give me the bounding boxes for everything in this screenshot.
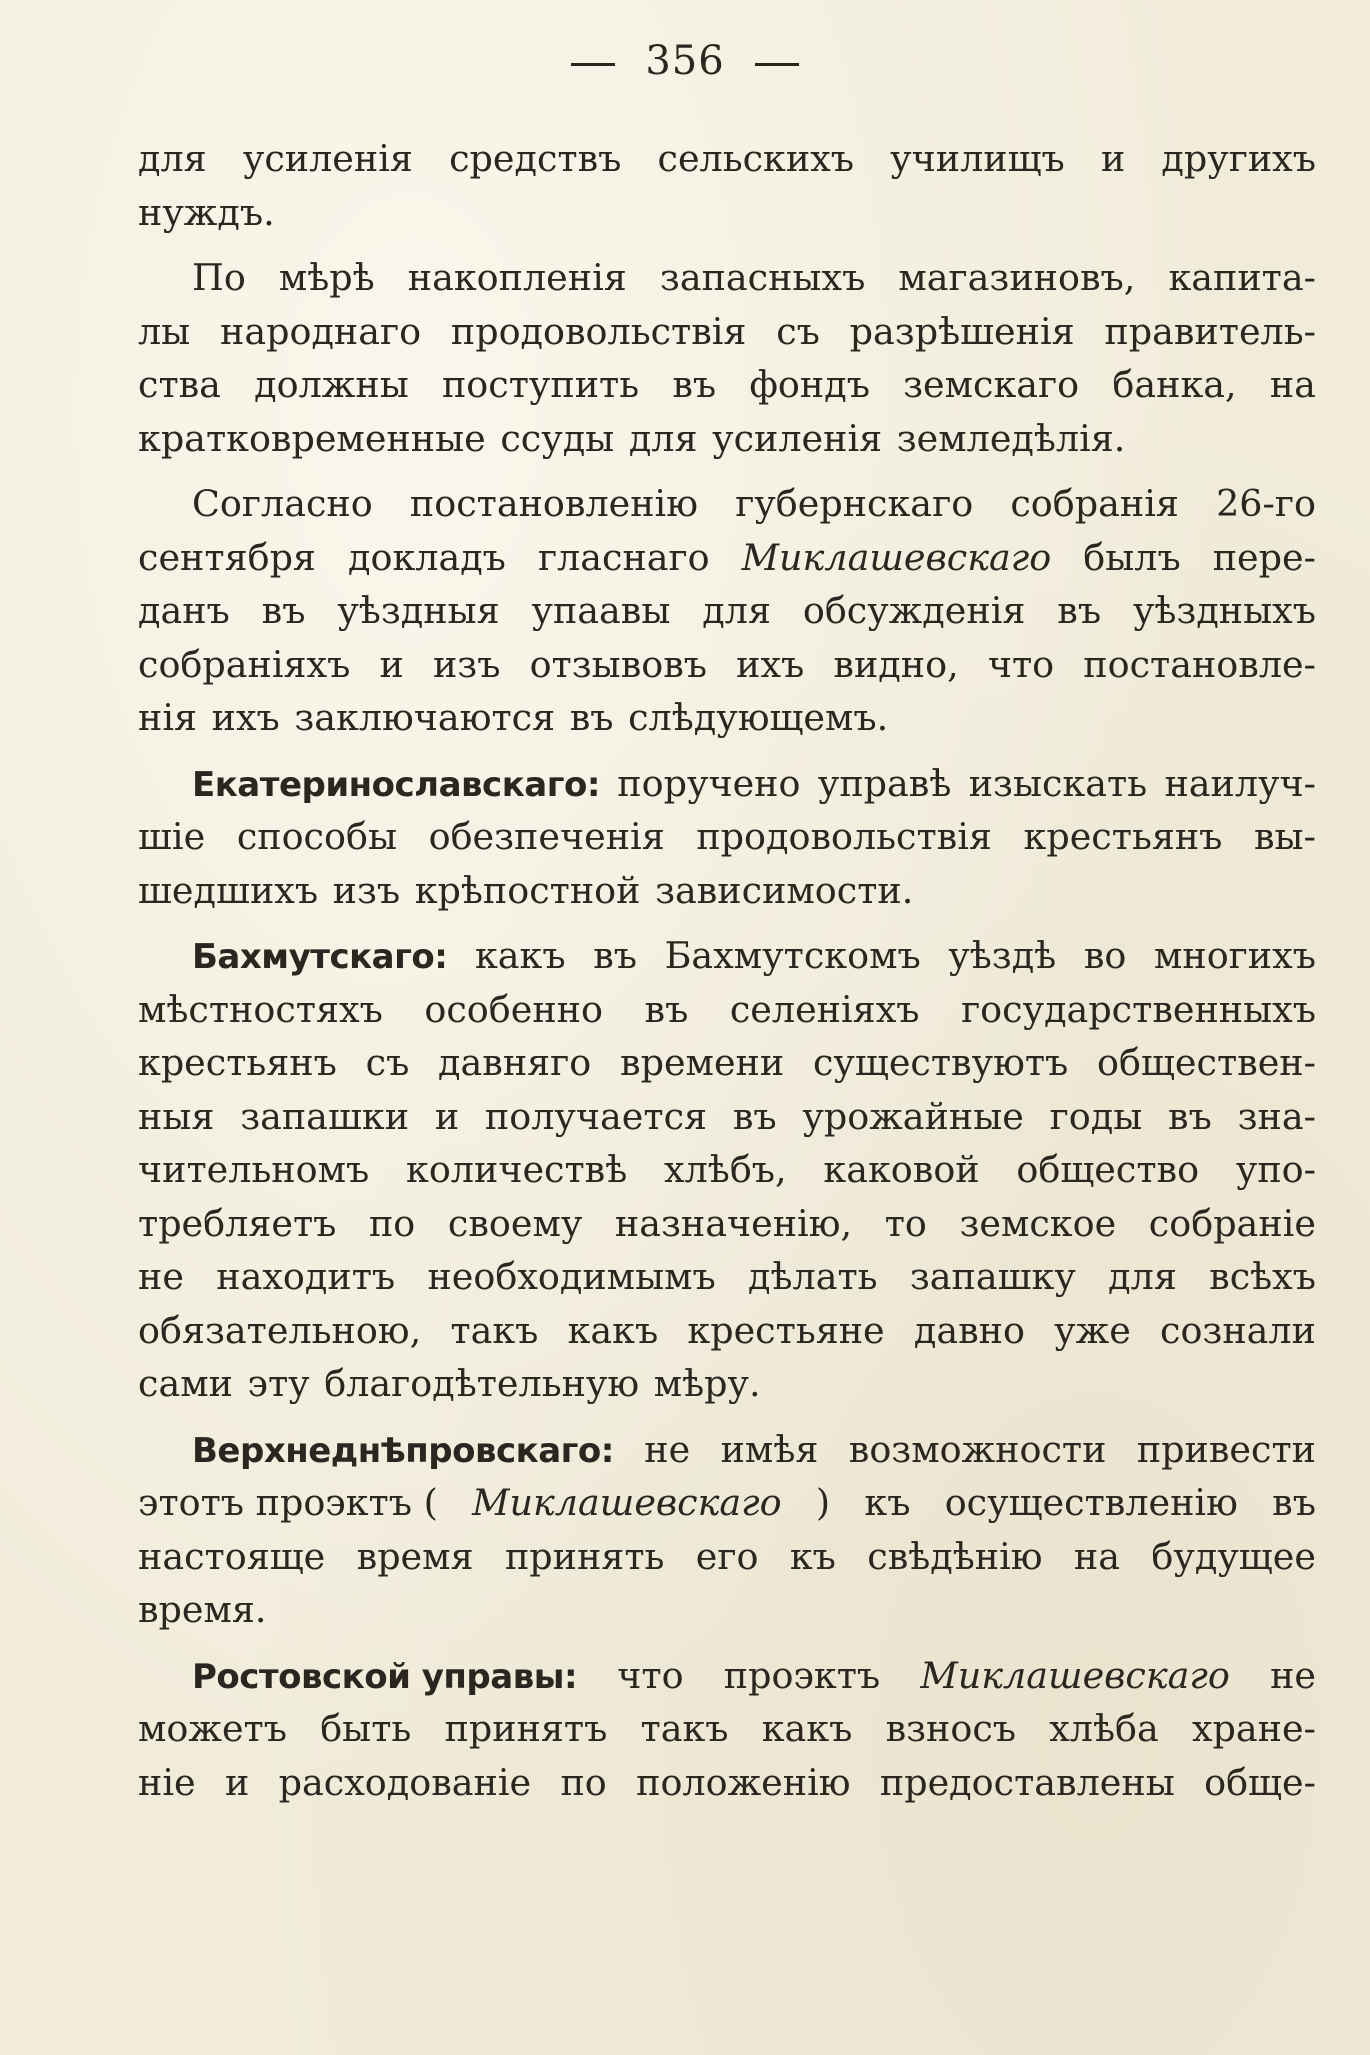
- district-heading: Ростовской управы:: [192, 1656, 578, 1697]
- text-line: [138, 251, 1316, 305]
- word: ныя: [138, 1094, 215, 1138]
- text-line: [138, 412, 1316, 466]
- text-line: [138, 358, 1316, 412]
- text-line: [138, 757, 1316, 811]
- word: обсужденія: [802, 589, 1026, 632]
- district-heading: Екатеринославскаго:: [192, 764, 600, 805]
- text-line: [138, 584, 1316, 638]
- word: отзывовъ: [529, 642, 707, 686]
- word: необходимымъ: [427, 1255, 716, 1298]
- word: хлѣбъ,: [664, 1148, 787, 1191]
- word: какъ: [567, 1308, 659, 1352]
- word: проэктъ: [723, 1653, 881, 1697]
- word: хлѣба: [1049, 1707, 1159, 1750]
- word: магазиновъ,: [898, 256, 1136, 299]
- word: изъ: [332, 868, 401, 912]
- text-line: [138, 983, 1316, 1037]
- word: давняго: [438, 1041, 592, 1084]
- text-line: [138, 810, 1316, 864]
- word: въ: [261, 589, 306, 632]
- text-line: [138, 1250, 1316, 1304]
- text-line: [138, 132, 1316, 186]
- word: для: [1108, 1255, 1177, 1298]
- person-name: Миклашевскаго: [741, 535, 1052, 579]
- word: собраніе: [1148, 1201, 1316, 1245]
- word: взносъ: [885, 1707, 1016, 1750]
- text-line: [138, 929, 1316, 983]
- word: дѣлать: [748, 1255, 878, 1298]
- word: училищъ: [890, 137, 1065, 180]
- word: накопленія: [407, 256, 627, 299]
- word: что: [617, 1653, 684, 1697]
- word: сами: [138, 1362, 233, 1405]
- district-heading: Верхнеднѣпровскаго:: [192, 1430, 614, 1471]
- word: свѣдѣнію: [867, 1534, 1043, 1578]
- word: По: [192, 256, 246, 299]
- word: и: [379, 642, 404, 686]
- word: докладъ: [348, 535, 506, 579]
- word: своему: [447, 1201, 583, 1245]
- word: земскаго: [903, 363, 1080, 406]
- word: другихъ: [1161, 137, 1316, 180]
- word: времени: [620, 1041, 785, 1084]
- page-number: [0, 38, 1370, 84]
- word: обще-: [1204, 1760, 1316, 1804]
- word: въ: [593, 934, 637, 977]
- word: постановле-: [1083, 642, 1316, 686]
- word: въ: [569, 696, 614, 739]
- word: количествѣ: [406, 1148, 628, 1191]
- word: и: [434, 1094, 460, 1138]
- word: крестьянъ: [1023, 815, 1223, 858]
- word: время: [356, 1534, 474, 1578]
- word: имѣя: [720, 1427, 819, 1471]
- word: по: [368, 1201, 416, 1245]
- person-name: Миклашевскаго: [920, 1653, 1230, 1697]
- word: въ: [672, 363, 717, 406]
- text-line: [138, 1304, 1316, 1358]
- word: шіе: [138, 815, 206, 858]
- text-line: [138, 1423, 1316, 1477]
- word: Бахмутскомъ: [664, 934, 921, 977]
- word: мѣрѣ: [278, 256, 375, 299]
- word: его: [695, 1534, 759, 1578]
- text-line: [138, 1143, 1316, 1197]
- word: способы: [236, 815, 397, 858]
- text-line: [138, 1357, 1316, 1411]
- word: обществен-: [1097, 1041, 1316, 1084]
- word: губернскаго: [735, 482, 974, 525]
- word: въ: [1168, 1094, 1212, 1138]
- word: должны: [254, 363, 409, 406]
- word: народнаго: [220, 309, 422, 353]
- word: шедшихъ: [138, 868, 319, 912]
- page-number-value: 356: [645, 38, 725, 84]
- word: существуютъ: [812, 1041, 1069, 1084]
- word: расходованіе: [278, 1760, 532, 1804]
- word: постановленію: [409, 482, 699, 525]
- word: мѣру.: [653, 1362, 761, 1405]
- word: ссуды: [500, 416, 615, 460]
- word: и: [224, 1760, 250, 1804]
- text-line: [138, 477, 1316, 531]
- word: осуществленію: [944, 1481, 1238, 1524]
- body-text: [138, 132, 1316, 1809]
- line-segment: не: [1270, 1653, 1316, 1697]
- word: кратковременные: [138, 416, 486, 460]
- word: получается: [484, 1094, 708, 1138]
- word: общество: [1016, 1148, 1200, 1191]
- text-line: [138, 638, 1316, 692]
- word: зависимости.: [655, 868, 914, 912]
- word: и: [1100, 137, 1126, 180]
- word: многихъ: [1153, 934, 1316, 977]
- word: земледѣлія.: [896, 416, 1126, 460]
- word: запасныхъ: [659, 256, 866, 299]
- district-heading: Бахмутскаго:: [192, 937, 448, 977]
- word: крестьянъ: [138, 1041, 337, 1084]
- word: возможности: [848, 1427, 1107, 1471]
- text-line: [138, 1090, 1316, 1144]
- text-line: [138, 1036, 1316, 1090]
- word: пере-: [1212, 535, 1316, 579]
- word: не: [644, 1427, 691, 1471]
- word: урожайные: [802, 1094, 1024, 1138]
- word: разрѣшенія: [849, 309, 1075, 353]
- word: время.: [138, 1588, 267, 1631]
- word: продовольствія: [450, 309, 747, 353]
- right-dash: [755, 63, 799, 66]
- word: по: [560, 1760, 607, 1804]
- word: уѣздныя: [337, 589, 500, 632]
- word: въ: [1057, 589, 1102, 632]
- word: будущее: [1151, 1534, 1316, 1578]
- word: ніе: [138, 1760, 196, 1804]
- word: назначенію,: [614, 1201, 853, 1245]
- text-line: [138, 1756, 1316, 1810]
- word: что: [987, 642, 1055, 686]
- word: данъ: [138, 589, 230, 632]
- word: изыскать: [968, 761, 1148, 805]
- word: упаавы: [531, 589, 671, 632]
- word: сельскихъ: [657, 137, 855, 180]
- word: обязательною,: [138, 1308, 422, 1352]
- word: въ: [732, 1094, 777, 1138]
- word: сознали: [1160, 1308, 1316, 1352]
- word: нуждъ.: [138, 190, 275, 234]
- word: запашки: [240, 1094, 410, 1138]
- word: обезпеченія: [428, 815, 665, 858]
- word: нія: [138, 696, 198, 739]
- word: запашку: [909, 1255, 1076, 1298]
- word: настояще: [138, 1534, 326, 1578]
- text-line: [138, 1583, 1316, 1637]
- word: на: [1269, 363, 1316, 406]
- word: ства: [138, 363, 221, 406]
- word: привести: [1136, 1427, 1316, 1471]
- word: мѣстностяхъ: [138, 987, 383, 1031]
- word: находитъ: [216, 1255, 396, 1298]
- word: усиленія: [242, 137, 413, 180]
- word: въ: [644, 987, 689, 1031]
- word: для: [138, 137, 207, 180]
- text-line: [138, 186, 1316, 240]
- word: съ: [776, 309, 820, 353]
- text-line: [138, 305, 1316, 359]
- word: упо-: [1235, 1148, 1316, 1191]
- word: то: [884, 1201, 927, 1245]
- word: усиленія: [712, 416, 883, 460]
- word: сентября: [138, 535, 316, 579]
- word: крѣпостной: [414, 868, 641, 912]
- word: такъ: [640, 1707, 729, 1750]
- word: особенно: [424, 987, 603, 1031]
- word: принятъ: [444, 1707, 608, 1750]
- text-line: [138, 1476, 1316, 1530]
- word: собранія: [1010, 482, 1179, 525]
- word: крестьяне: [687, 1308, 885, 1352]
- text-line: [138, 691, 1316, 745]
- word: предоставлены: [879, 1760, 1175, 1804]
- word: наилуч-: [1164, 761, 1316, 805]
- word: ): [815, 1481, 831, 1524]
- word: положенію: [636, 1760, 851, 1804]
- word: не: [138, 1255, 184, 1298]
- text-line: [138, 1530, 1316, 1584]
- word: ихъ: [211, 696, 280, 739]
- word: во: [1083, 934, 1127, 977]
- word: гласнаго: [537, 535, 710, 579]
- word: ихъ: [736, 642, 805, 686]
- word: селеніяхъ: [729, 987, 920, 1031]
- word: для: [702, 589, 771, 632]
- word: земское: [959, 1201, 1117, 1245]
- word: уѣздныхъ: [1132, 589, 1316, 632]
- word: уѣздѣ: [948, 934, 1057, 977]
- word: къ: [789, 1534, 836, 1578]
- word: правитель-: [1104, 309, 1316, 353]
- word: былъ: [1083, 535, 1181, 579]
- word: для: [628, 416, 698, 460]
- word: лы: [138, 309, 191, 353]
- word: какъ: [474, 934, 566, 977]
- word: эту: [247, 1362, 310, 1405]
- text-line: [138, 864, 1316, 918]
- word: 26-го: [1216, 482, 1316, 525]
- word: благодѣтельную: [324, 1362, 640, 1405]
- word: хране-: [1191, 1707, 1316, 1750]
- word: фондъ: [749, 363, 870, 406]
- word: быть: [320, 1707, 412, 1750]
- person-name: Миклашевскаго: [472, 1481, 782, 1524]
- word: каковой: [823, 1148, 980, 1191]
- word: съ: [365, 1041, 410, 1084]
- left-dash: [571, 63, 615, 66]
- text-line: [138, 531, 1316, 585]
- word: продовольствія: [696, 815, 992, 858]
- word: такъ: [450, 1308, 539, 1352]
- text-line: [138, 1702, 1316, 1756]
- word: принять: [504, 1534, 665, 1578]
- word: видно,: [833, 642, 959, 686]
- word: вы-: [1254, 815, 1316, 858]
- word: собраніяхъ: [138, 642, 351, 686]
- word: слѣдующемъ.: [628, 696, 889, 739]
- word: капита-: [1168, 256, 1316, 299]
- word: годы: [1049, 1094, 1143, 1138]
- word: всѣхъ: [1209, 1255, 1316, 1298]
- word: зна-: [1237, 1094, 1316, 1138]
- word: къ: [864, 1481, 911, 1524]
- word: банка,: [1112, 363, 1237, 406]
- word: чительномъ: [138, 1148, 370, 1191]
- word: давно: [913, 1308, 1025, 1352]
- line-segment: этотъ проэктъ (: [138, 1481, 438, 1524]
- word: управѣ: [817, 761, 952, 805]
- word: можетъ: [138, 1707, 287, 1750]
- word: поступить: [441, 363, 640, 406]
- text-line: [138, 1649, 1316, 1703]
- word: заключаются: [294, 696, 556, 739]
- word: въ: [1272, 1481, 1316, 1524]
- word: поручено: [617, 761, 801, 805]
- word: государственныхъ: [961, 987, 1316, 1031]
- text-line: [138, 1197, 1316, 1251]
- word: средствъ: [449, 137, 622, 180]
- word: Согласно: [192, 482, 373, 525]
- word: на: [1073, 1534, 1121, 1578]
- word: какъ: [761, 1707, 853, 1750]
- word: уже: [1054, 1308, 1131, 1352]
- word: требляетъ: [138, 1201, 337, 1245]
- word: изъ: [432, 642, 501, 686]
